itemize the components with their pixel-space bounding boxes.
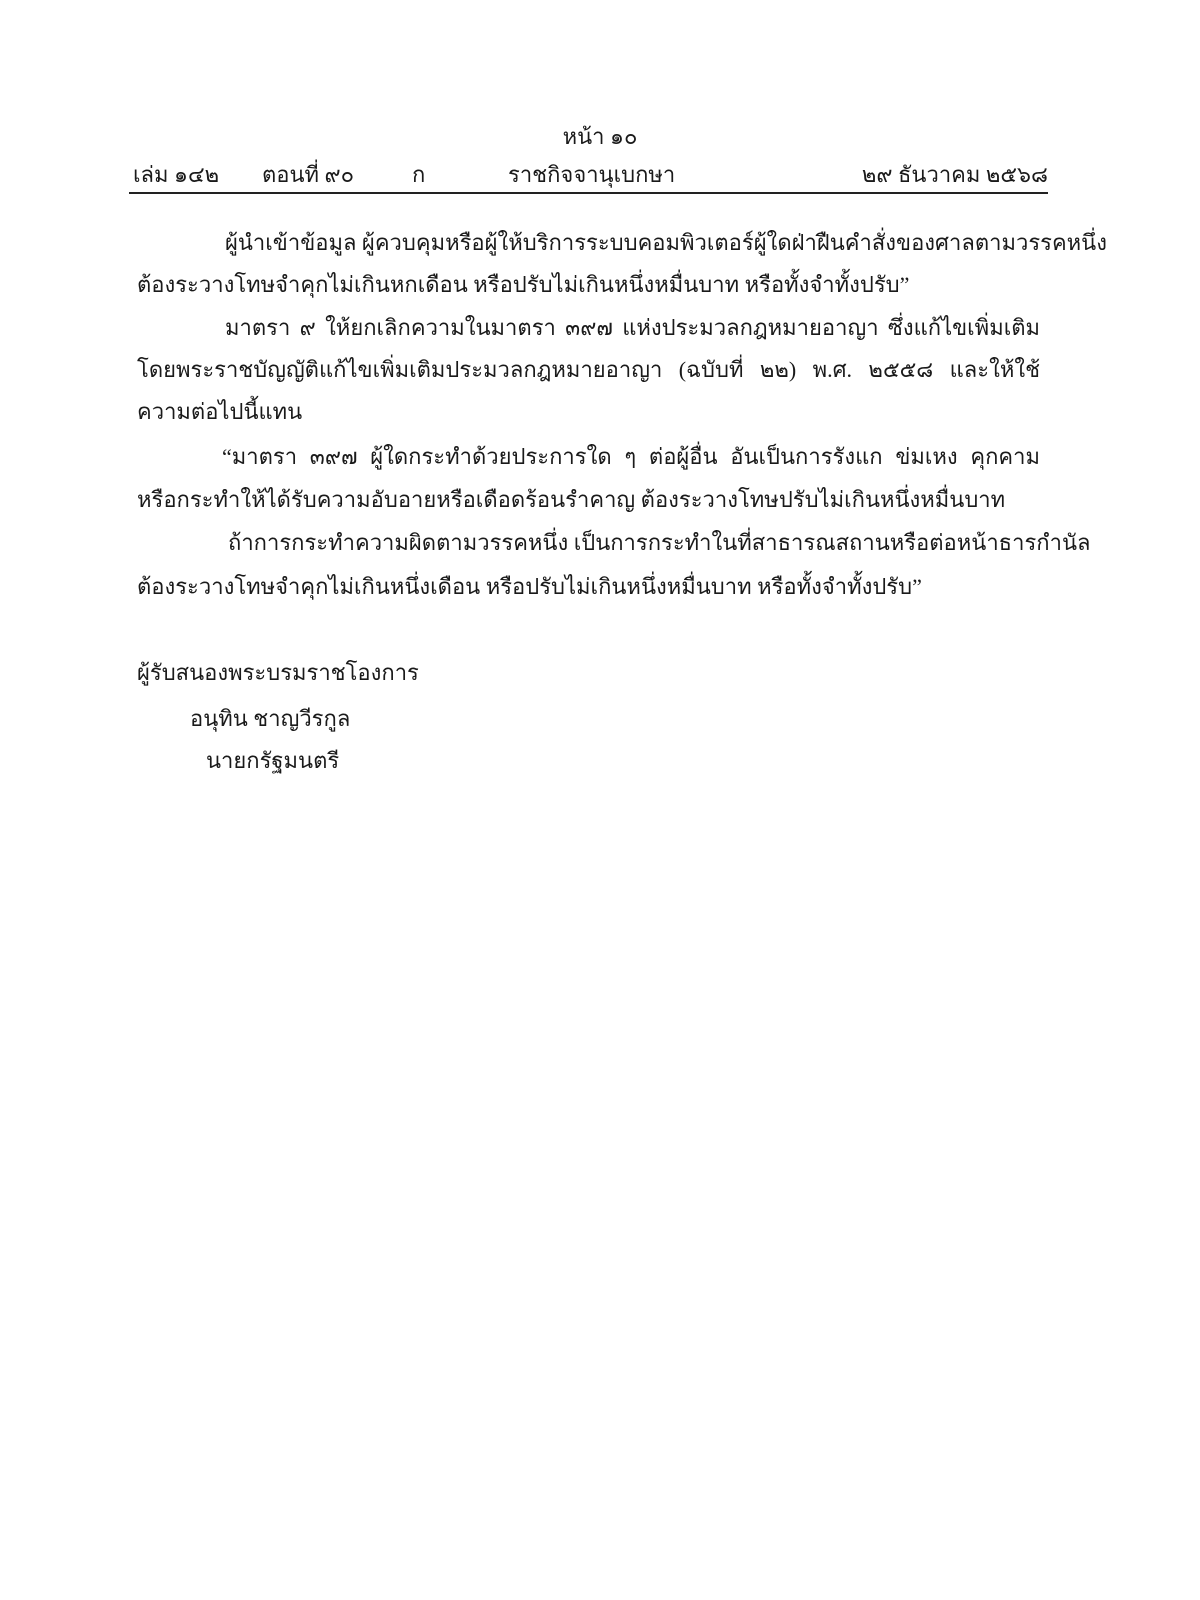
gazette-name: ราชกิจจานุเบกษา xyxy=(508,162,676,187)
date: ๒๙ ธันวาคม ๒๕๖๘ xyxy=(861,162,1048,187)
body-line: ต้องระวางโทษจำคุกไม่เกินหนึ่งเดือน หรือปรับไม่เกินหนึ่งหมื่นบาท หรือทั้งจำทั้งปรับ” xyxy=(137,574,922,599)
body-line: ต้องระวางโทษจำคุกไม่เกินหกเดือน หรือปรับไม่เกินหนึ่งหมื่นบาท หรือทั้งจำทั้งปรับ” xyxy=(137,272,910,297)
signatory-title: นายกรัฐมนตรี xyxy=(206,748,340,773)
body-line: มาตรา ๙ ให้ยกเลิกความในมาตรา ๓๙๗ แห่งประมวลกฎหมายอาญา ซึ่งแก้ไขเพิ่มเติม xyxy=(225,315,1040,340)
section: ก xyxy=(412,162,426,187)
signatory-name: อนุทิน ชาญวีรกูล xyxy=(190,706,351,731)
body-line: ถ้าการกระทำความผิดตามวรรคหนึ่ง เป็นการกระทำในที่สาธารณสถานหรือต่อหน้าธารกำนัล xyxy=(228,530,1091,555)
body-line: “มาตรา ๓๙๗ ผู้ใดกระทำด้วยประการใด ๆ ต่อผู้อื่น อันเป็นการรังแก ข่มเหง คุกคาม xyxy=(222,444,1040,469)
body-line: หรือกระทำให้ได้รับความอับอายหรือเดือดร้อนรำคาญ ต้องระวางโทษปรับไม่เกินหนึ่งหมื่นบาท xyxy=(137,487,1006,512)
body-line: ความต่อไปนี้แทน xyxy=(137,399,303,424)
body-line: โดยพระราชบัญญัติแก้ไขเพิ่มเติมประมวลกฎหมายอาญา (ฉบับที่ ๒๒) พ.ศ. ๒๕๕๘ และให้ใช้ xyxy=(137,357,1040,382)
volume: เล่ม ๑๔๒ xyxy=(133,162,220,187)
countersign-label: ผู้รับสนองพระบรมราชโองการ xyxy=(137,660,419,685)
page-number: หน้า ๑๐ xyxy=(562,124,638,149)
header-rule xyxy=(129,192,1048,194)
body-line: ผู้นำเข้าข้อมูล ผู้ควบคุมหรือผู้ให้บริการระบบคอมพิวเตอร์ผู้ใดฝ่าฝืนคำสั่งของศาลตามวรรคหนึ่ง xyxy=(225,230,1107,255)
issue: ตอนที่ ๙๐ xyxy=(262,162,355,187)
